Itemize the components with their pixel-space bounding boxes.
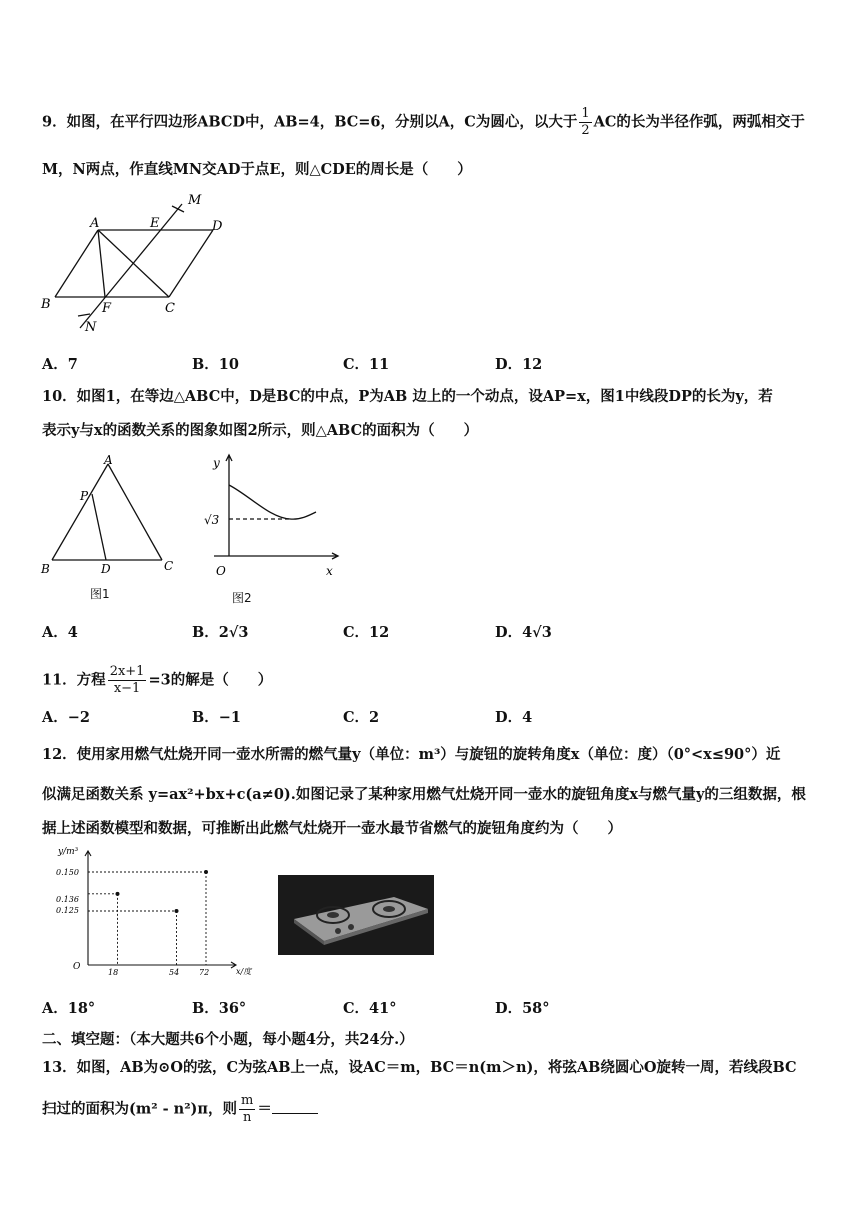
q13-line2-suffix: ＝ — [257, 1100, 272, 1118]
q9-text-b: AC的长为半径作弧，两弧相交于 — [593, 113, 805, 131]
q10-graph-label-y: y — [213, 456, 220, 470]
q12-chart-xtick-72: 72 — [199, 968, 210, 977]
q12-chart-ytick-0136: 0.136 — [56, 895, 79, 904]
q12-data-point-1 — [175, 909, 179, 913]
q9-option-a[interactable]: A．7 — [42, 356, 78, 373]
q9-label-B: B — [41, 297, 51, 312]
q10-graph-label-x: x — [326, 564, 333, 578]
q9-label-N: N — [85, 320, 97, 335]
q12-data-point-2 — [204, 870, 208, 874]
q10-label-B: B — [41, 562, 50, 576]
q10-line1: 10．如图1，在等边△ABC中，D是BC的中点，P为AB 边上的一个动点，设AP=x，图1中线段DP的长为y，若 — [42, 388, 773, 405]
q10-option-d[interactable]: D．4√3 — [495, 624, 552, 641]
q12-data-point-0 — [116, 892, 120, 896]
q13-line2-prefix: 扫过的面积为(m² - n²)π，则 — [42, 1100, 238, 1118]
q9-text-a: 9．如图，在平行四边形ABCD中，AB=4，BC=6，分别以A，C为圆心，以大于 — [42, 113, 578, 131]
q11-option-c[interactable]: C．2 — [343, 709, 380, 726]
q13-fraction — [239, 1093, 255, 1126]
q10-option-b[interactable]: B．2√3 — [192, 624, 249, 641]
q9-line2: M，N两点，作直线MN交AD于点E，则△CDE的周长是（ ） — [42, 161, 472, 178]
q10-option-c[interactable]: C．12 — [343, 624, 390, 641]
q12-chart-origin: O — [73, 962, 81, 972]
q10-graph-label-O: O — [216, 564, 226, 578]
q9-frac-den: 2 — [581, 123, 590, 138]
q13-line1: 13．如图，AB为⊙O的弦，C为弦AB上一点，设AC＝m，BC＝n(m＞n)，将弦AB绕圆心O旋转一周，若线段BC — [42, 1059, 797, 1076]
q9-option-d[interactable]: D．12 — [495, 356, 543, 373]
q9-label-F: F — [102, 301, 112, 316]
q9-line1 — [42, 106, 805, 139]
q10-line2: 表示y与x的函数关系的图象如图2所示，则△ABC的面积为（ ） — [42, 422, 479, 439]
q9-label-A: A — [90, 216, 100, 231]
q10-option-a[interactable]: A．4 — [42, 624, 78, 641]
q11-option-b[interactable]: B．−1 — [192, 709, 241, 726]
q9-label-E: E — [150, 216, 160, 231]
q12-option-a[interactable]: A．18° — [42, 1000, 96, 1017]
q12-points — [116, 870, 209, 913]
q11-frac-den: x−1 — [113, 681, 141, 696]
q11-option-a[interactable]: A．−2 — [42, 709, 90, 726]
q11-suffix: =3的解是（ ） — [148, 671, 273, 689]
q12-line3: 据上述函数模型和数据，可推断出此燃气灶烧开一壶水最节省燃气的旋钮角度约为（ ） — [42, 820, 622, 837]
q13-frac-den: n — [243, 1110, 252, 1125]
q11-fraction — [108, 664, 147, 697]
q12-guide-lines — [88, 872, 206, 965]
q9-label-C: C — [165, 301, 175, 316]
q9-label-M: M — [188, 193, 202, 208]
q13-line2 — [42, 1093, 318, 1126]
q12-chart-xtick-54: 54 — [169, 968, 180, 977]
q10-fig2-caption: 图2 — [232, 591, 252, 605]
q12-scatter-chart — [40, 845, 260, 980]
q12-option-b[interactable]: B．36° — [192, 1000, 247, 1017]
q9-option-c[interactable]: C．11 — [343, 356, 390, 373]
q10-fig1-caption: 图1 — [90, 587, 110, 601]
q10-graph-figure — [200, 452, 350, 582]
q9-frac-num: 1 — [581, 106, 590, 121]
q12-chart-xtick-18: 18 — [108, 968, 119, 977]
q11-prefix: 11．方程 — [42, 671, 106, 689]
section2-heading: 二、填空题：（本大题共6个小题，每小题4分，共24分.） — [42, 1031, 414, 1048]
q12-option-c[interactable]: C．41° — [343, 1000, 397, 1017]
q9-option-b[interactable]: B．10 — [192, 356, 239, 373]
q13-frac-num: m — [241, 1093, 254, 1108]
q12-option-d[interactable]: D．58° — [495, 1000, 550, 1017]
q9-parallelogram-figure — [38, 190, 238, 340]
q12-chart-xlabel: x/度 — [236, 967, 252, 976]
q10-triangle-figure — [38, 452, 188, 577]
q9-label-D: D — [212, 219, 223, 234]
q11-line — [42, 664, 272, 697]
q10-label-P: P — [80, 489, 89, 503]
q10-label-C: C — [164, 559, 174, 573]
q11-frac-num: 2x+1 — [109, 664, 145, 679]
q9-fraction — [579, 106, 591, 139]
q12-chart-ylabel: y/m³ — [58, 847, 79, 857]
q10-label-A: A — [104, 453, 113, 467]
q12-line2: 似满足函数关系 y=ax²+bx+c(a≠0).如图记录了某种家用燃气灶烧开同一壶水的旋钮角度x与燃气量y的三组数据，根 — [42, 786, 806, 803]
q10-label-D: D — [101, 562, 111, 576]
gas-stove-photo — [278, 875, 434, 955]
q10-graph-label-sqrt3: √3 — [204, 513, 220, 527]
q12-chart-ytick-0150: 0.150 — [56, 868, 79, 877]
q11-option-d[interactable]: D．4 — [495, 709, 533, 726]
q12-chart-ytick-0125: 0.125 — [56, 906, 79, 915]
q12-line1: 12．使用家用燃气灶烧开同一壶水所需的燃气量y（单位：m³）与旋钮的旋转角度x（单位：度）（0°<x≤90°）近 — [42, 746, 781, 763]
q13-answer-blank[interactable] — [272, 1099, 318, 1114]
